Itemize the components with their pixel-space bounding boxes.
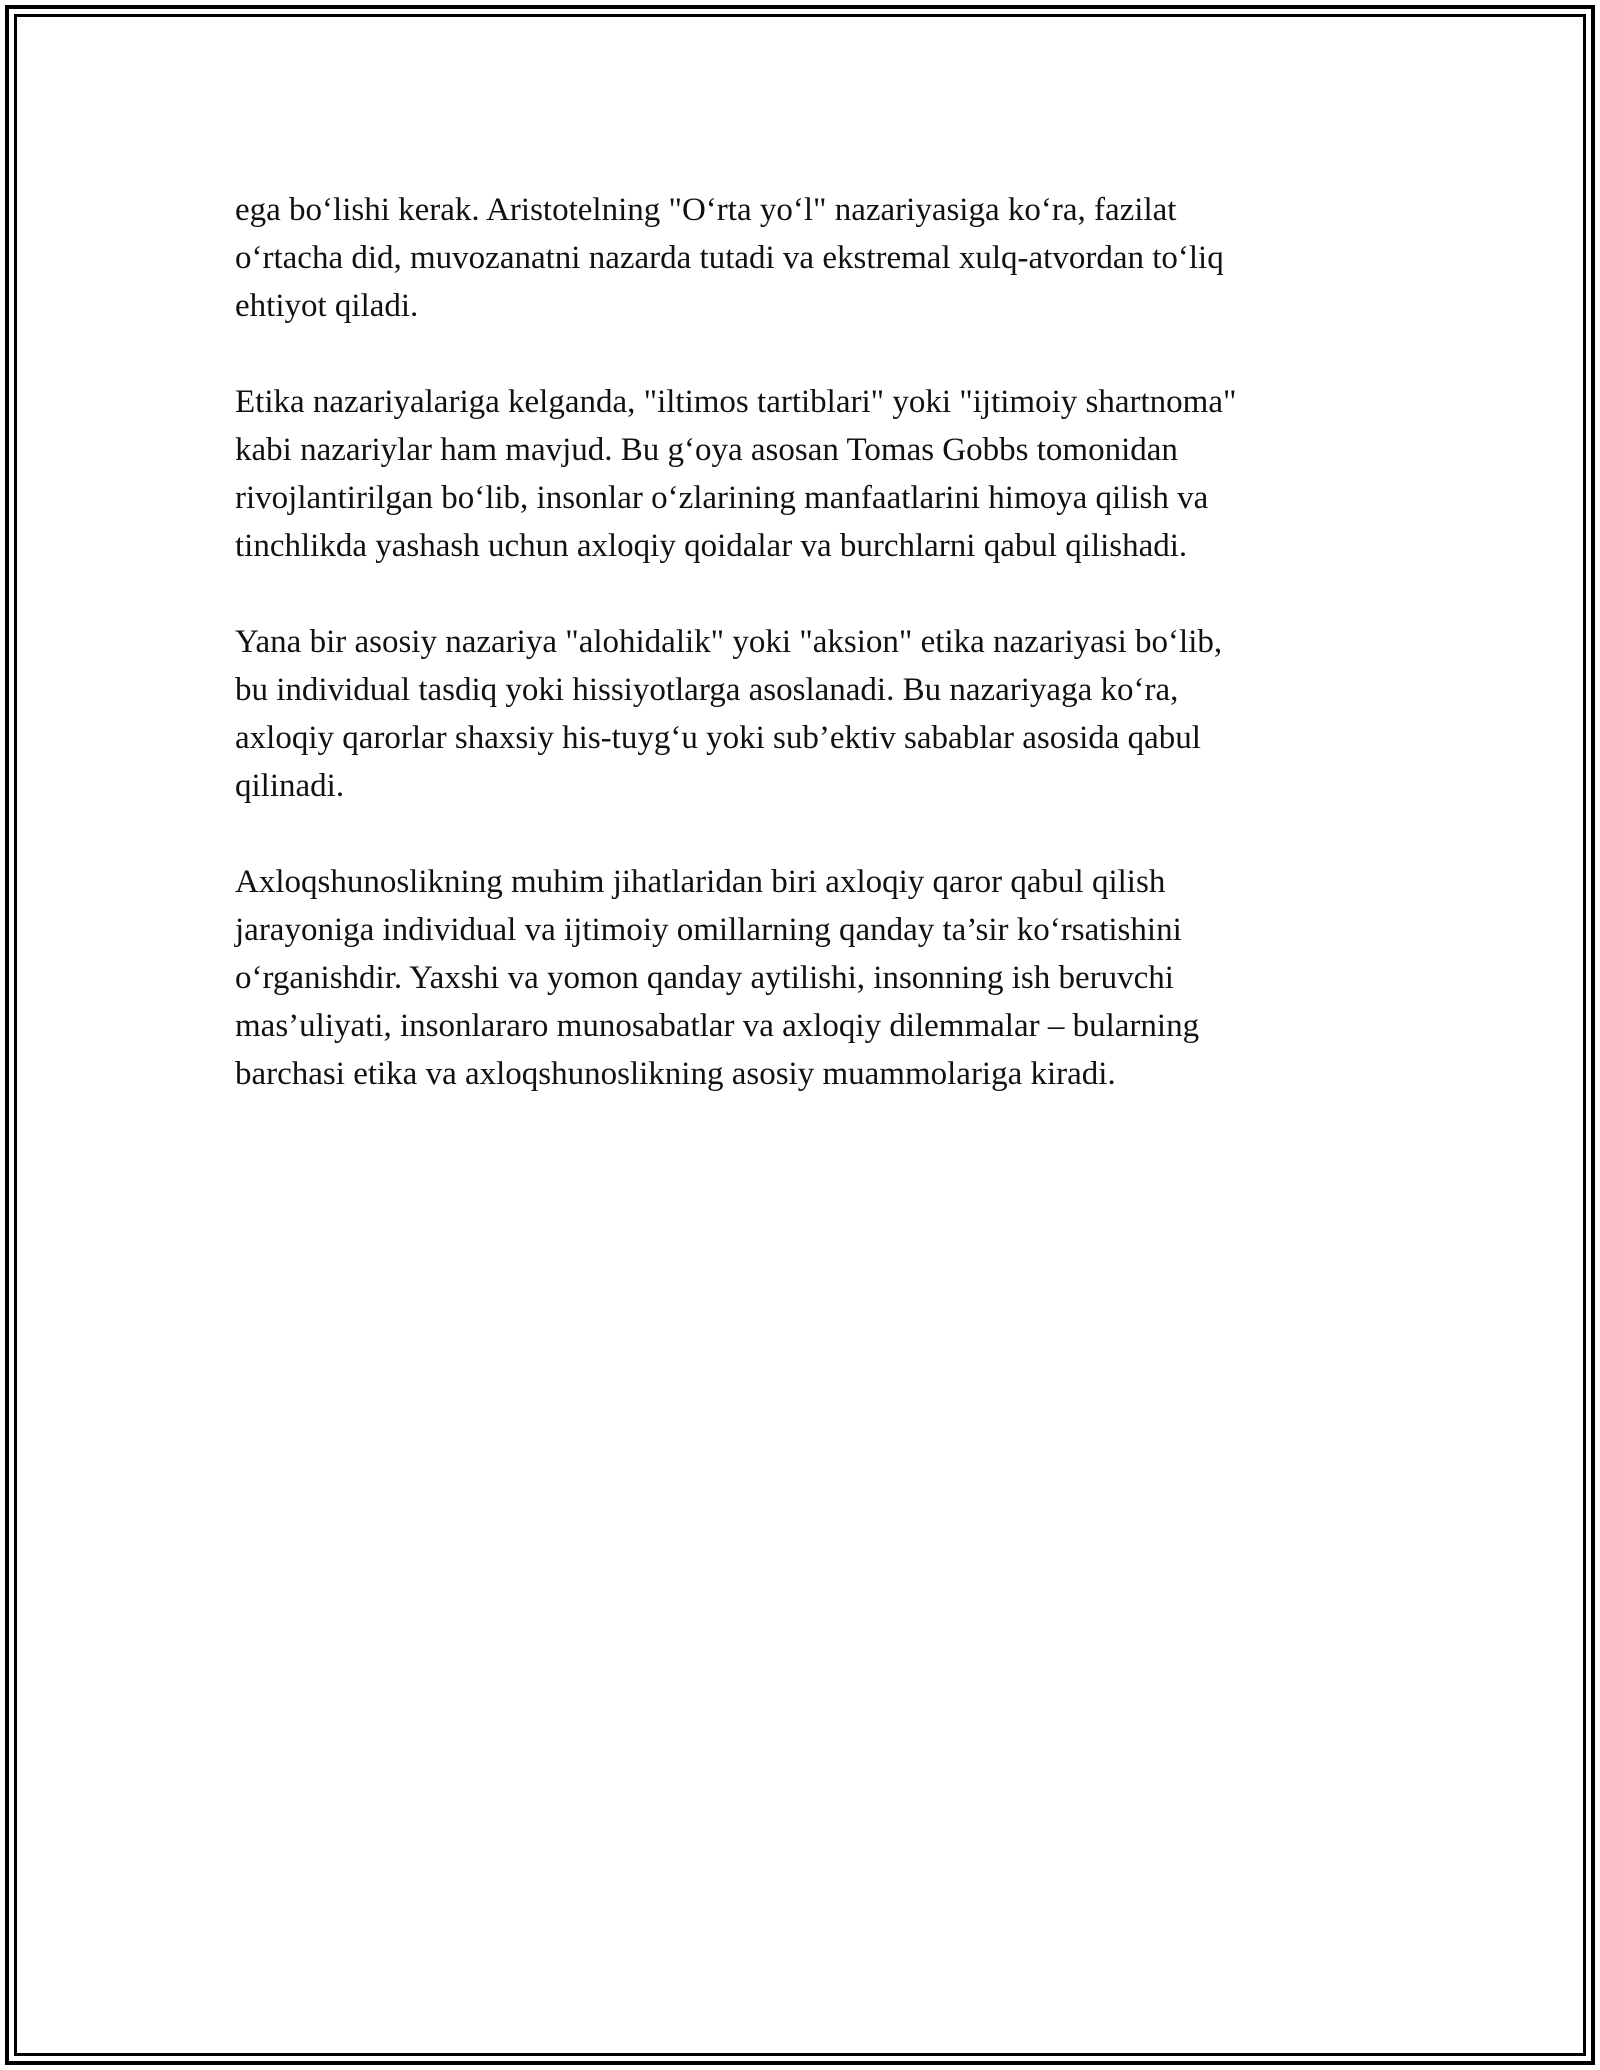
text-line: axloqiy qarorlar shaxsiy his-tuyg‘u yoki sub’ektiv sabablar asosida qabul	[235, 720, 1201, 756]
text-line: o‘rganishdir. Yaxshi va yomon qanday aytilishi, insonning ish beruvchi	[235, 960, 1174, 996]
text-line: kabi nazariylar ham mavjud. Bu g‘oya asosan Tomas Gobbs tomonidan	[235, 432, 1178, 468]
paragraph-1	[235, 186, 1365, 330]
text-line: barchasi etika va axloqshunoslikning asosiy muammolariga kiradi.	[235, 1056, 1116, 1092]
document-body	[235, 186, 1365, 1146]
paragraph-3	[235, 618, 1365, 810]
text-line: o‘rtacha did, muvozanatni nazarda tutadi va ekstremal xulq-atvordan to‘liq	[235, 240, 1224, 276]
paragraph-2	[235, 378, 1365, 570]
text-line: mas’uliyati, insonlararo munosabatlar va axloqiy dilemmalar – bularning	[235, 1008, 1200, 1044]
text-line: tinchlikda yashash uchun axloqiy qoidalar va burchlarni qabul qilishadi.	[235, 528, 1188, 564]
text-line: rivojlantirilgan bo‘lib, insonlar o‘zlarining manfaatlarini himoya qilish va	[235, 480, 1209, 516]
text-line: ehtiyot qiladi.	[235, 288, 419, 324]
text-line: Yana bir asosiy nazariya "alohidalik" yoki "aksion" etika nazariyasi bo‘lib,	[235, 624, 1223, 660]
text-line: jarayoniga individual va ijtimoiy omillarning qanday ta’sir ko‘rsatishini	[235, 912, 1182, 948]
text-line: bu individual tasdiq yoki hissiyotlarga asoslanadi. Bu nazariyaga ko‘ra,	[235, 672, 1179, 708]
text-line: qilinadi.	[235, 768, 345, 804]
paragraph-4	[235, 858, 1365, 1098]
text-line: ega bo‘lishi kerak. Aristotelning "O‘rta yo‘l" nazariyasiga ko‘ra, fazilat	[235, 192, 1177, 228]
text-line: Etika nazariyalariga kelganda, "iltimos tartiblari" yoki "ijtimoiy shartnoma"	[235, 384, 1237, 420]
text-line: Axloqshunoslikning muhim jihatlaridan biri axloqiy qaror qabul qilish	[235, 864, 1166, 900]
